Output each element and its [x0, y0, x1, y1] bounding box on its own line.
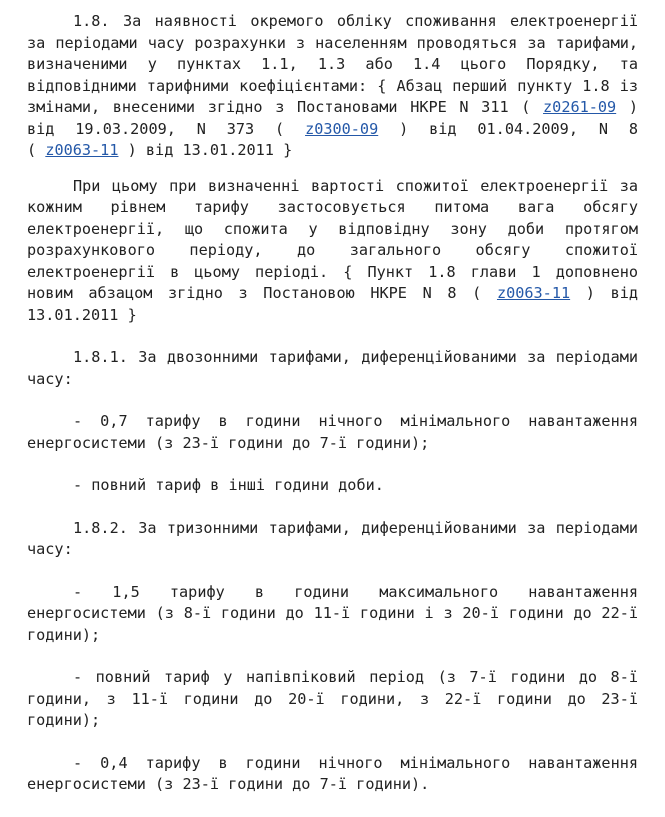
text-segment: відповідними тарифними коефіцієнтами: { Абзац перший пункту 1.8 із [27, 76, 638, 95]
text-segment: 1.8. За наявності окремого обліку споживання електроенергії [73, 12, 638, 30]
text-segment: визначеними у пунктах 1.1, 1.3 або 1.4 цього Порядку, та [27, 55, 638, 73]
text-segment: електроенергії в цьому періоді. { Пункт 1.8 глави 1 доповнено [27, 262, 638, 281]
text-segment: часу: [27, 540, 73, 558]
text-segment: - 0,7 тарифу в години нічного мінімального навантаження [73, 412, 638, 430]
document-link[interactable]: z0261-09 [543, 98, 617, 116]
text-segment: - повний тариф в інші години доби. [73, 476, 384, 494]
text-segment: При цьому при визначенні вартості спожитої електроенергії за [73, 176, 638, 195]
text-line [27, 119, 638, 141]
text-line [27, 97, 638, 119]
text-line [27, 283, 638, 305]
text-segment: ) від 13.01.2011 } [127, 141, 293, 159]
text-segment: 1.8.2. За тризонними тарифами, диференційованими за періодами [73, 518, 638, 537]
text-line [27, 54, 638, 76]
text-segment: - 1,5 тарифу в години максимального навантаження [73, 582, 638, 601]
text-line [27, 76, 638, 98]
paragraph [27, 347, 638, 390]
text-segment: змінами, внесеними згідно з Постановами НКРЕ N 311 ( [27, 98, 531, 116]
text-segment: новим абзацом згідно з Постановою НКРЕ N 8 ( [27, 284, 482, 302]
document-link[interactable]: z0063-11 [496, 284, 571, 302]
text-line [27, 140, 638, 162]
text-line [27, 689, 638, 711]
text-segment: енергосистеми (з 23-ї години до 7-ї години). [27, 775, 430, 793]
text-line [27, 753, 638, 775]
text-segment: години); [27, 625, 101, 644]
text-line [27, 710, 638, 732]
text-line [27, 667, 638, 689]
document-link[interactable]: z0300-09 [305, 119, 379, 138]
text-line [27, 262, 638, 284]
text-segment: ( [27, 141, 37, 159]
text-segment: 1.8.1. За двозонними тарифами, диференційованими за періодами [73, 348, 638, 366]
paragraph [27, 753, 638, 796]
text-segment: - 0,4 тарифу в години нічного мінімального навантаження [73, 753, 638, 772]
text-line [27, 369, 638, 391]
text-segment: години); [27, 711, 101, 729]
text-segment: ) [628, 98, 638, 116]
text-segment: енергосистеми (з 8-ї години до 11-ї години і з 20-ї години до 22-ї [27, 604, 638, 622]
text-line [27, 433, 638, 455]
paragraph [27, 518, 638, 561]
text-line [27, 625, 638, 647]
text-line [27, 774, 638, 796]
paragraph [27, 667, 638, 732]
text-segment: кожним рівнем тарифу застосовується питома вага обсягу [27, 198, 638, 216]
text-line [27, 347, 638, 369]
text-line [27, 11, 638, 33]
text-segment: розрахункового періоду, до загального обсягу спожитої [27, 241, 638, 259]
document-body [27, 11, 638, 817]
text-segment: електроенергії, що спожита у відповідну зону доби протягом [27, 219, 638, 238]
text-segment: години, з 11-ї години до 20-ї години, з 22-ї години до 23-ї [27, 689, 638, 708]
text-segment: - повний тариф у напівпіковий період (з 7-ї години до 8-ї [73, 668, 638, 686]
text-line [27, 176, 638, 198]
paragraph [27, 176, 638, 327]
text-line [27, 219, 638, 241]
text-line [27, 240, 638, 262]
text-segment: часу: [27, 369, 73, 388]
text-line [27, 539, 638, 561]
paragraph [27, 411, 638, 454]
paragraph [27, 475, 638, 497]
text-segment: ) від 01.04.2009, N 8 [399, 119, 638, 138]
text-line [27, 197, 638, 219]
text-segment: від 19.03.2009, N 373 ( [27, 119, 285, 138]
text-line [27, 603, 638, 625]
text-segment: ) від [585, 284, 638, 302]
paragraph [27, 11, 638, 162]
text-line [27, 518, 638, 540]
document-link[interactable]: z0063-11 [45, 141, 119, 159]
text-segment: 13.01.2011 } [27, 305, 137, 324]
text-line [27, 33, 638, 55]
text-segment: за періодами часу розрахунки з населенням проводяться за тарифами, [27, 33, 638, 52]
text-line [27, 305, 638, 327]
text-line [27, 582, 638, 604]
text-line [27, 411, 638, 433]
paragraph [27, 582, 638, 647]
text-segment: енергосистеми (з 23-ї години до 7-ї години); [27, 433, 430, 452]
text-line [27, 475, 638, 497]
